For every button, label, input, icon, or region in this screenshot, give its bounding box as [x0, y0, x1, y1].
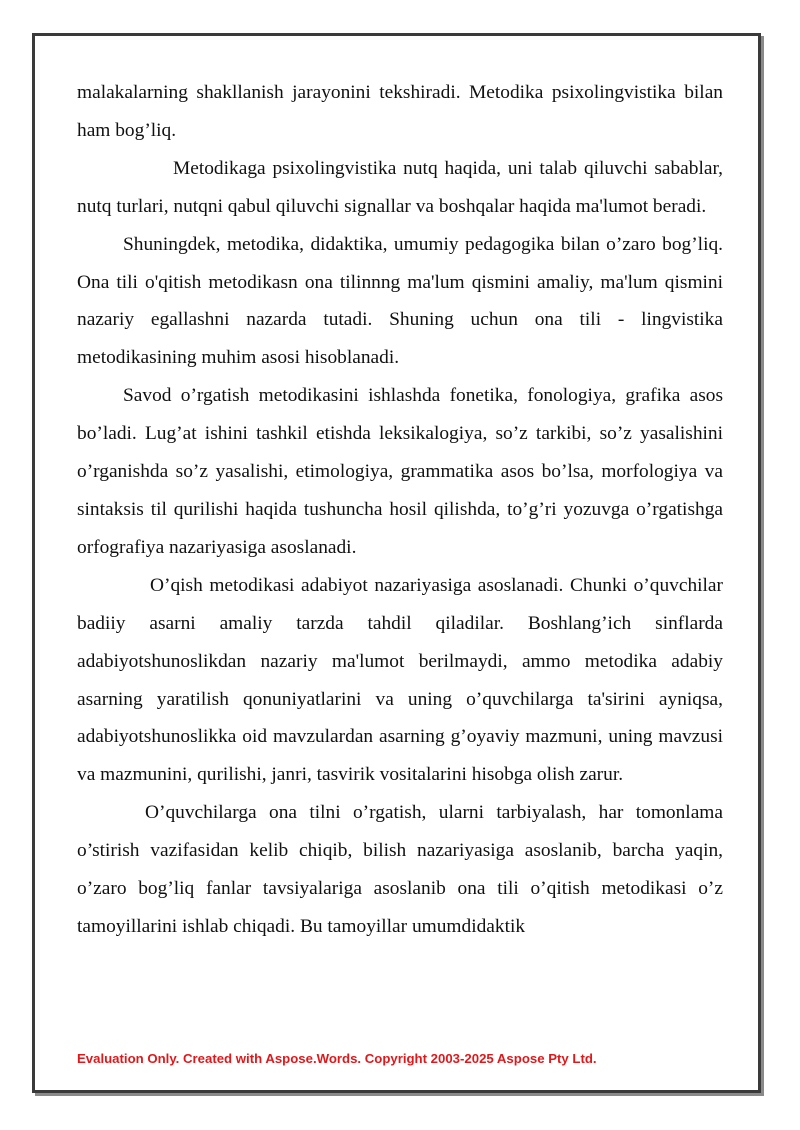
- document-body: [77, 74, 723, 946]
- paragraph: Savod o’rgatish metodikasini ishlashda fonetika, fonologiya, grafika asos bo’ladi. Lug’at ishini tashkil etishda leksikalogiya, so’z tarkibi, so’z yasalishini o’rganishda so’z yasalishi, etimologiya, grammatika asos bo’lsa, morfologiya va sintaksis til qurilishi haqida tushuncha hosil qilishda, to’g’ri yozuvga o’rgatishga orfografiya nazariyasiga asoslanadi.: [77, 385, 723, 558]
- paragraph: Metodikaga psixolingvistika nutq haqida, uni talab qiluvchi sabablar, nutq turlari, nutqni qabul qiluvchi signallar va boshqalar haqida ma'lumot beradi.: [77, 157, 723, 217]
- paragraph: O’quvchilarga ona tilni o’rgatish, ularni tarbiyalash, har tomonlama o’stirish vazifasidan kelib chiqib, bilish nazariyasiga asoslanib, barcha yaqin, o’zaro bog’liq fanlar tavsiyalariga asoslanib ona tili o’qitish metodikasi o’z tamoyillarini ishlab chiqadi. Bu tamoyillar umumdidaktik: [77, 802, 723, 937]
- evaluation-watermark: Evaluation Only. Created with Aspose.Words. Copyright 2003-2025 Aspose Pty Ltd.: [77, 1051, 597, 1066]
- paragraph: malakalarning shakllanish jarayonini tekshiradi. Metodika psixolingvistika bilan ham bog’liq.: [77, 82, 723, 141]
- paragraph: O’qish metodikasi adabiyot nazariyasiga asoslanadi. Chunki o’quvchilar badiiy asarni amaliy tarzda tahdil qiladilar. Boshlang’ich sinflarda adabiyotshunoslikdan nazariy ma'lumot berilmaydi, ammo metodika adabiy asarning yaratilish qonuniyatlarini va uning o’quvchilarga ta'sirini ayniqsa, adabiyotshunoslikka oid mavzulardan asarning g’oyaviy mazmuni, uning mavzusi va mazmunini, qurilishi, janri, tasvirik vositalarini hisobga olish zarur.: [77, 574, 723, 786]
- paragraph: Shuningdek, metodika, didaktika, umumiy pedagogika bilan o’zaro bog’liq. Ona tili o'qitish metodikasn ona tilinnng ma'lum qismini amaliy, ma'lum qismini nazariy egallashni nazarda tutadi. Shuning uchun ona tili - lingvistika metodikasining muhim asosi hisoblanadi.: [77, 233, 723, 369]
